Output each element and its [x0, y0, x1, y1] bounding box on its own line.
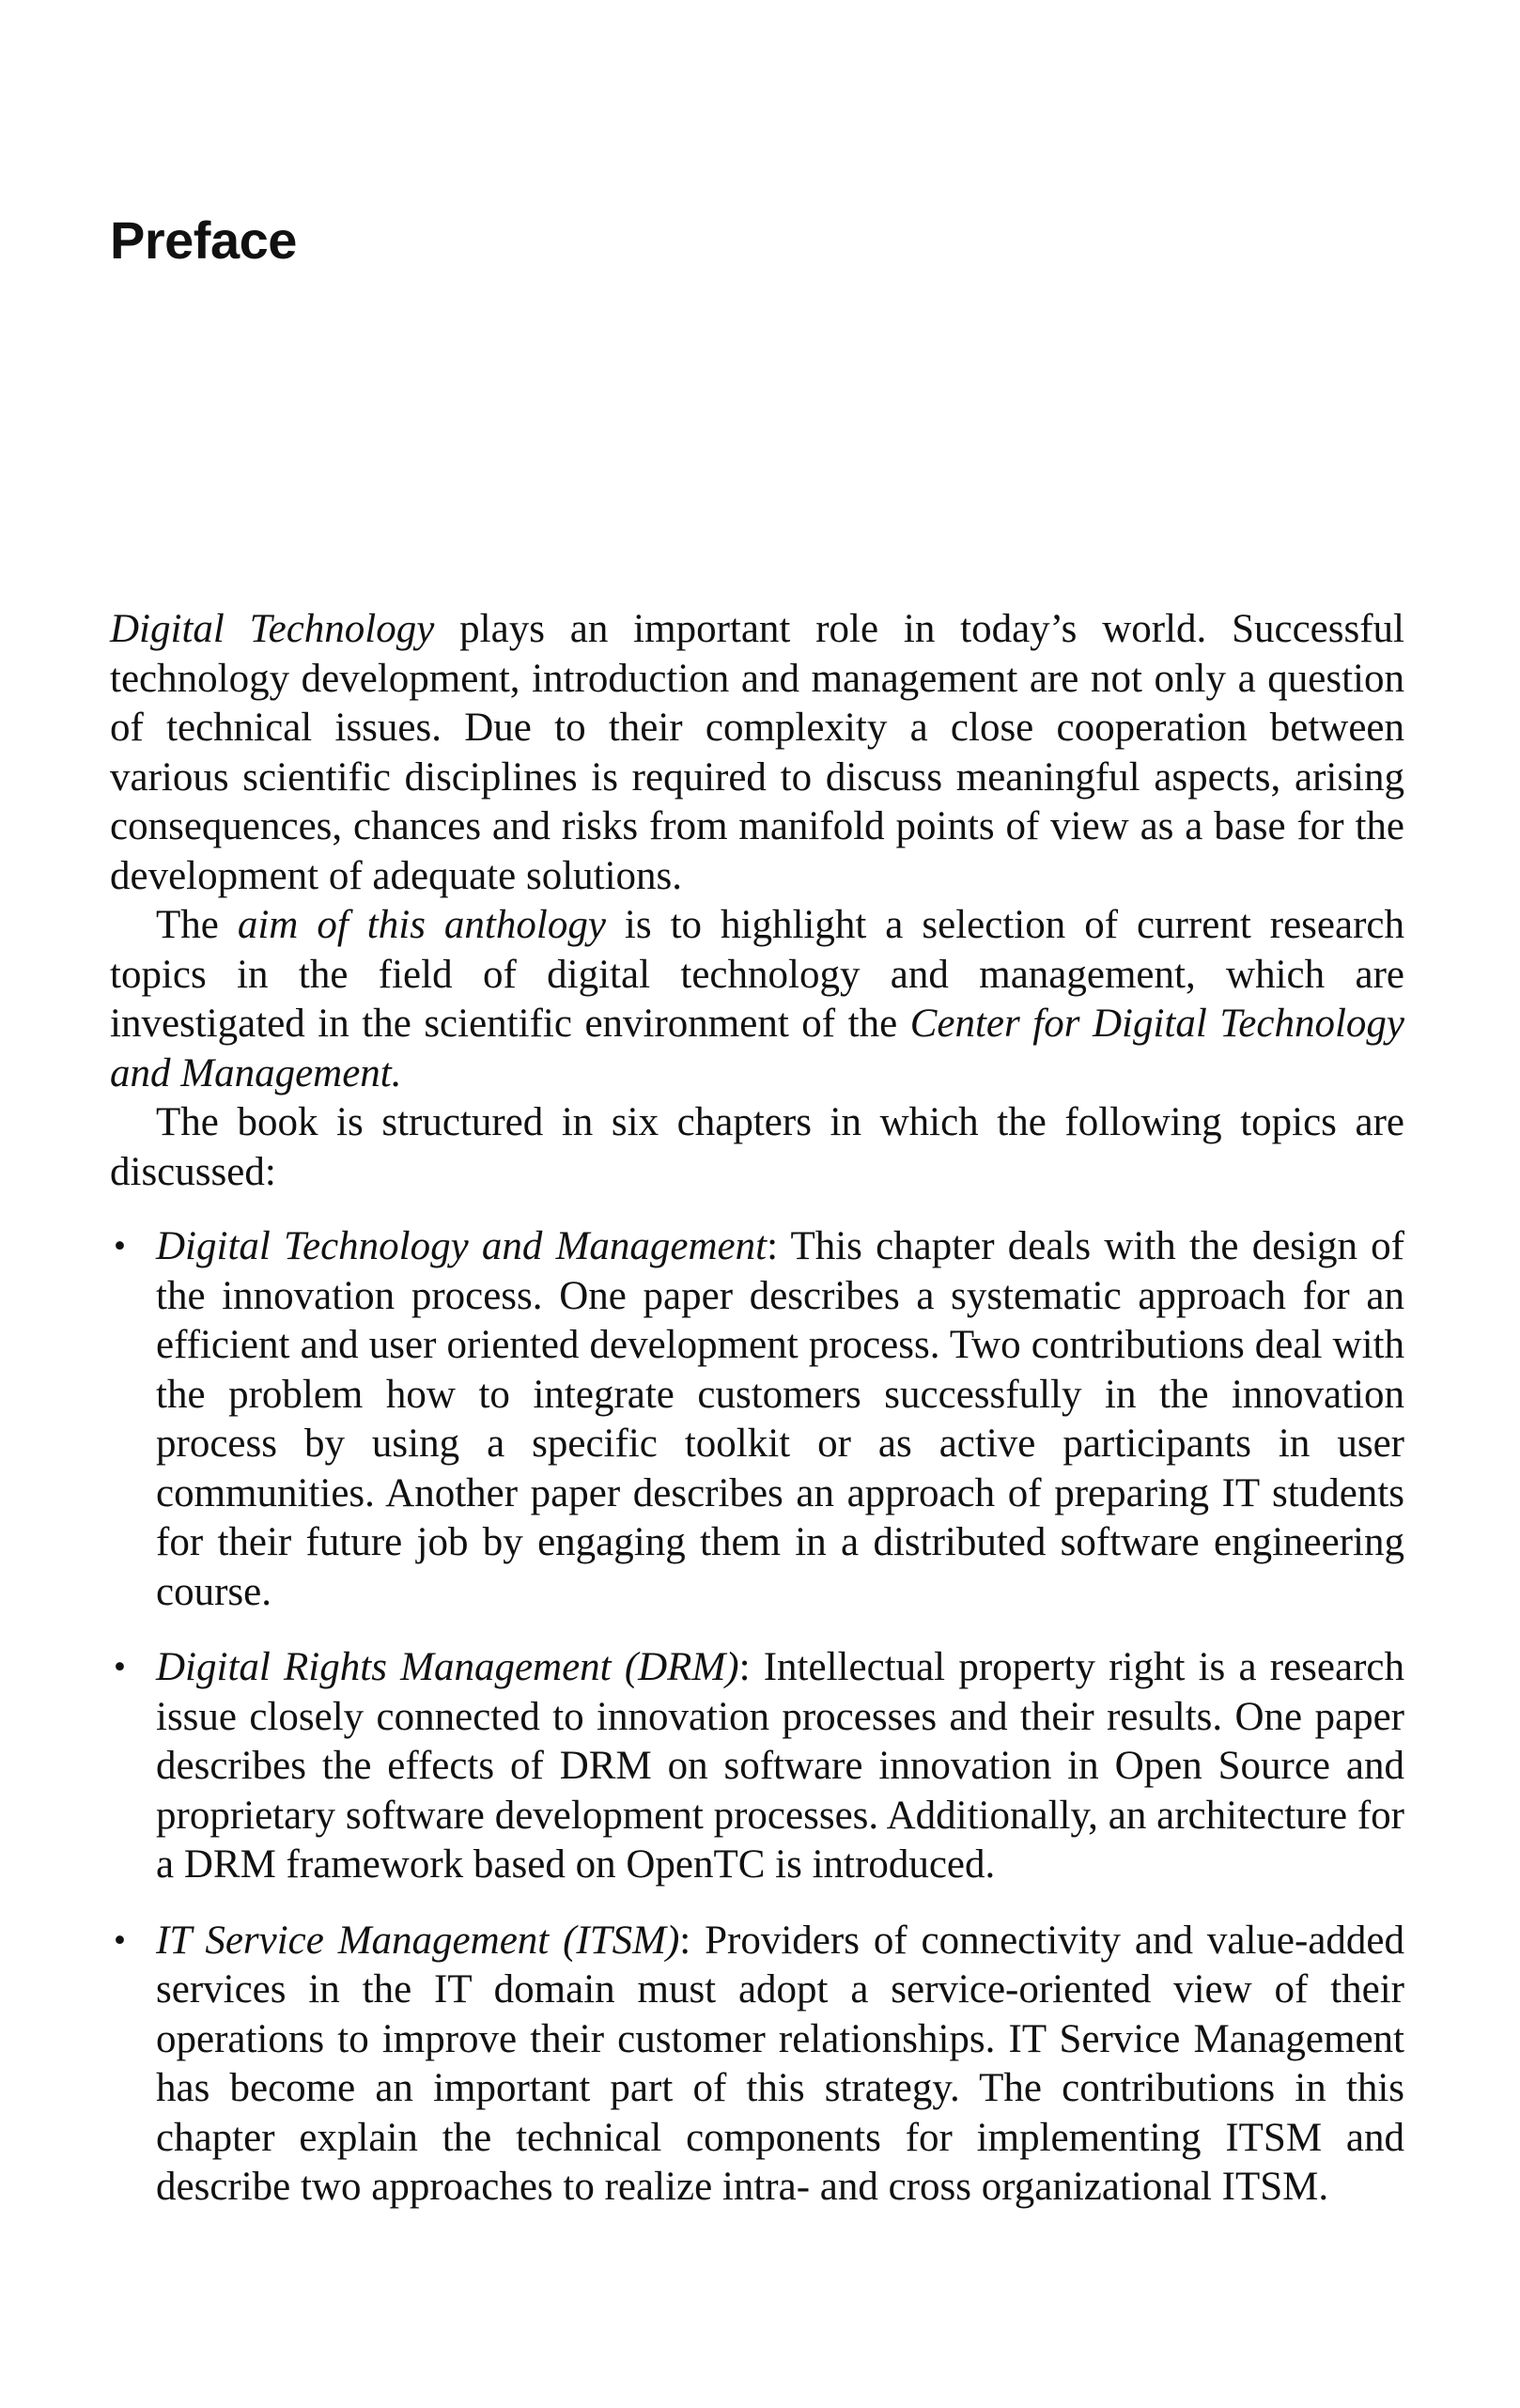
topic-list: [110, 1222, 1404, 2213]
list-item: [110, 1222, 1404, 1617]
preface-body: [110, 605, 1404, 2213]
paragraph-text: plays an important role in today’s world. Successful technology development, introduction and management are not only a question of technical issues. Due to their complexity a close cooperation between various scientific disciplines is required to discuss meaningful aspects, arising consequences, chances and risks from manifold points of view as a base for the development of adequate solutions.: [110, 607, 1404, 898]
paragraph-structure: [110, 1098, 1404, 1197]
topic-text: : This chapter deals with the design of the innovation process. One paper describes a systematic approach for an efficient and user oriented development process. Two contributions deal with the problem how to integrate customers successfully in the innovation process by using a specific toolkit or as active participants in user communities. Another paper describes an approach of preparing IT students for their future job by engaging them in a distributed software engineering course.: [156, 1224, 1404, 1614]
paragraph-text: The book is structured in six chapters in which the following topics are discussed:: [110, 1100, 1404, 1194]
page-title: Preface: [110, 210, 297, 270]
list-item: [110, 1917, 1404, 2213]
topic-heading: Digital Technology and Management: [156, 1224, 768, 1268]
paragraph-text: is to highlight a selection of current research topics in the field of digital technology and management, which are investigated in the scientific environment of the: [110, 903, 1404, 1046]
bullet-icon: •: [114, 1648, 126, 1686]
topic-heading: Digital Rights Management (DRM): [156, 1645, 739, 1689]
topic-text: : Intellectual property right is a research issue closely connected to innovation processes and their results. One paper describes the effects of DRM on software innovation in Open Source and proprietary software development processes. Additionally, an architecture for a DRM framework based on OpenTC is introduced.: [156, 1645, 1404, 1887]
italic-term: aim of this anthology: [237, 903, 606, 947]
topic-heading: IT Service Management (ITSM): [156, 1918, 680, 1963]
paragraph-intro: [110, 605, 1404, 901]
topic-text: : Providers of connectivity and value-added services in the IT domain must adopt a service-oriented view of their operations to improve their customer relationships. IT Service Management has become an important part of this strategy. The contributions in this chapter explain the technical components for implementing ITSM and describe two approaches to realize intra- and cross organizational ITSM.: [156, 1918, 1404, 2209]
paragraph-aim: [110, 901, 1404, 1098]
paragraph-text: The: [156, 903, 238, 947]
bullet-icon: •: [114, 1920, 126, 1960]
list-item: [110, 1643, 1404, 1890]
italic-term: Center for Digital Technology and Management.: [110, 1002, 1404, 1095]
bullet-icon: •: [114, 1227, 126, 1266]
italic-term: Digital Technology: [110, 607, 435, 651]
